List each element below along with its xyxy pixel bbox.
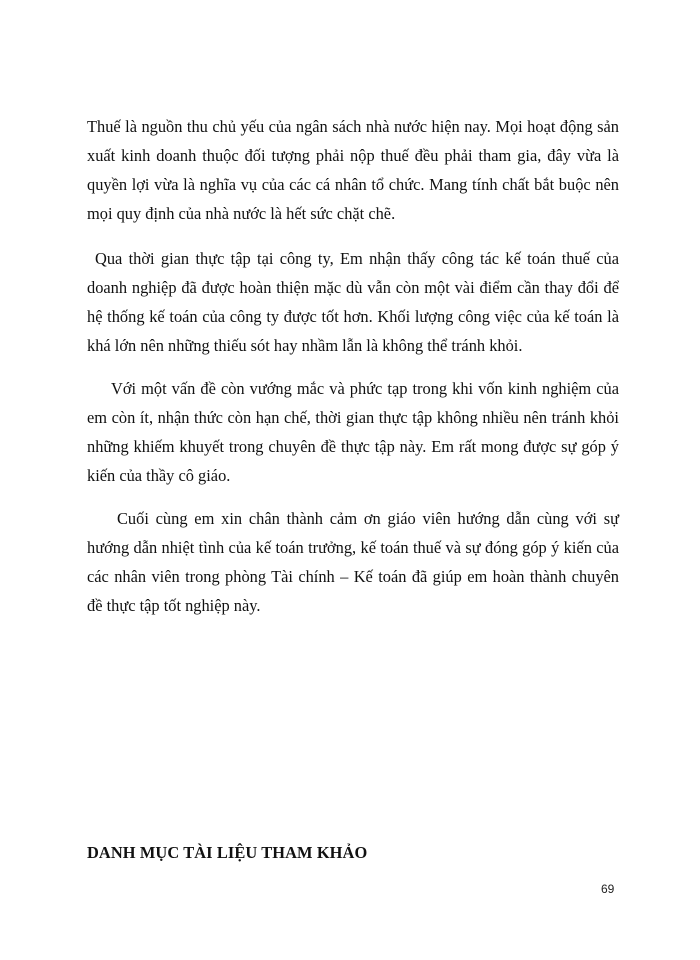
page-number: 69 xyxy=(601,882,615,896)
paragraph-tax-revenue: Thuế là nguồn thu chủ yếu của ngân sách nhà nước hiện nay. Mọi hoạt động sản xuất kinh doanh thuộc đối tượng phải nộp thuế đều phải tham gia, đây vừa là quyền lợi vừa là nghĩa vụ của các cá nhân tổ chức. Mang tính chất bắt buộc nên mọi quy định của nhà nước là hết sức chặt chẽ. xyxy=(87,117,619,223)
references-heading: DANH MỤC TÀI LIỆU THAM KHẢO xyxy=(87,843,368,862)
paragraph-acknowledgements: Cuối cùng em xin chân thành cảm ơn giáo viên hướng dẫn cùng với sự hướng dẫn nhiệt tình của kế toán trưởng, kế toán thuế và sự đóng góp ý kiến của các nhân viên trong phòng Tài chính – Kế toán đã giúp em hoàn thành chuyên đề thực tập tốt nghiệp này. xyxy=(87,509,619,615)
paragraph-internship-observation: Qua thời gian thực tập tại công ty, Em nhận thấy công tác kế toán thuế của doanh nghiệp đã được hoàn thiện mặc dù vẫn còn một vài điểm cần thay đổi để hệ thống kế toán của công ty được tốt hơn. Khối lượng công việc của kế toán là khá lớn nên những thiếu sót hay nhầm lẫn là không thể tránh khỏi. xyxy=(87,249,619,355)
paragraph-limitations: Với một vấn đề còn vướng mắc và phức tạp trong khi vốn kinh nghiệm của em còn ít, nhận thức còn hạn chế, thời gian thực tập không nhiều nên tránh khỏi những khiếm khuyết trong chuyên đề thực tập này. Em rất mong được sự góp ý kiến của thầy cô giáo. xyxy=(87,379,619,485)
